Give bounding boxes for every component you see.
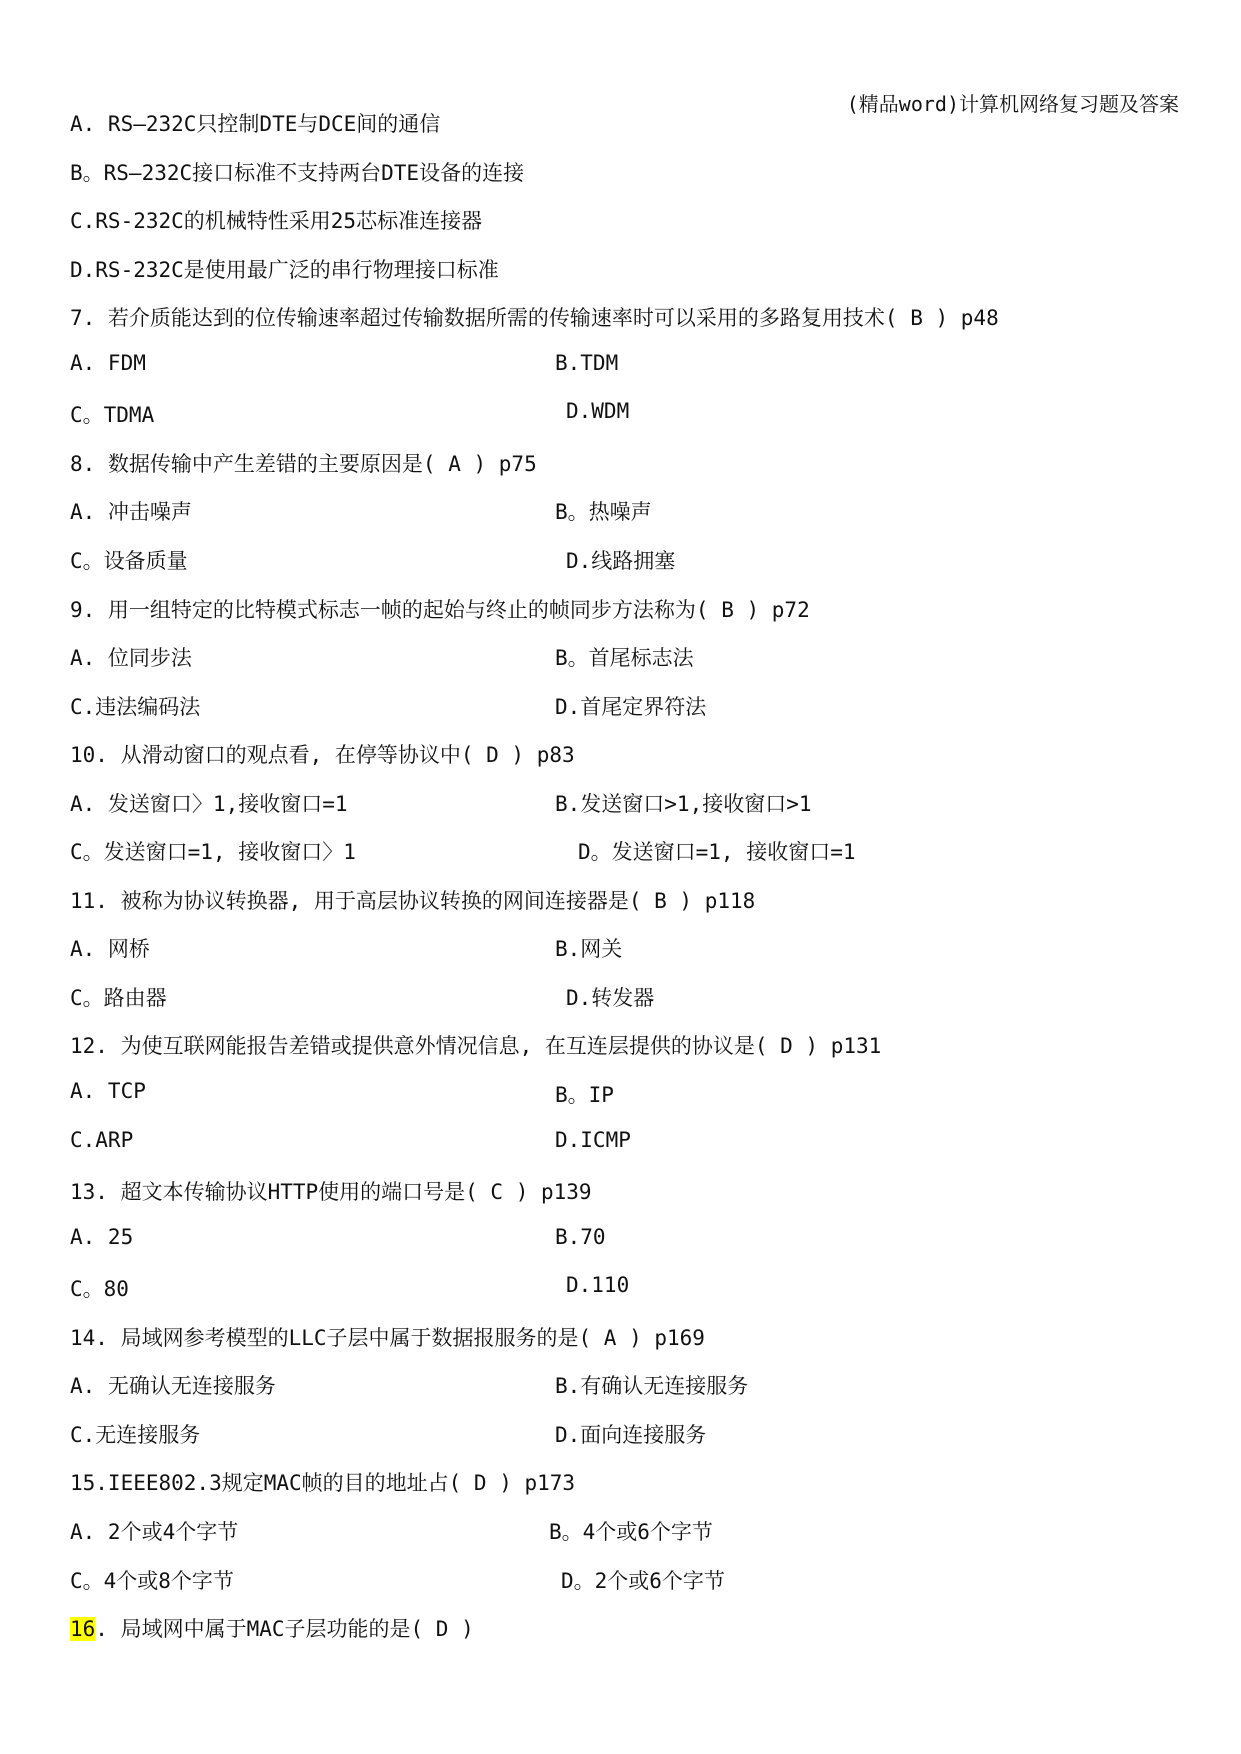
option-right: B.网关 (555, 937, 623, 962)
text-line (70, 1370, 276, 1400)
line-text: 8. 数据传输中产生差错的主要原因是( A ) p75 (70, 451, 537, 476)
text-line (70, 1225, 133, 1249)
line-text: B。RS—232C接口标准不支持两台DTE设备的连接 (70, 160, 525, 185)
line-text: A. TCP (70, 1079, 146, 1103)
option-right: B。热噪声 (555, 500, 652, 525)
line-text: C.违法编码法 (70, 694, 201, 719)
text-line (70, 933, 150, 963)
line-text: A. FDM (70, 350, 146, 375)
text-line (70, 1613, 474, 1643)
text-line (70, 788, 348, 818)
text-line (70, 1565, 234, 1595)
text-line (70, 1030, 881, 1060)
line-text: 7. 若介质能达到的位传输速率超过传输数据所需的传输速率时可以采用的多路复用技术( B ) p48 (70, 306, 999, 331)
option-right: D.线路拥塞 (566, 548, 676, 573)
line-text: C。TDMA (70, 403, 155, 428)
text-line (70, 1419, 200, 1449)
option-right: D.ICMP (555, 1127, 631, 1152)
text-line (70, 448, 537, 478)
text-line (70, 982, 167, 1012)
text-line (70, 496, 192, 526)
option-right: D.110 (566, 1273, 630, 1298)
option-right: D。2个或6个字节 (561, 1568, 725, 1593)
line-text: 10. 从滑动窗口的观点看, 在停等协议中( D ) p83 (70, 743, 575, 768)
line-text: C.ARP (70, 1127, 134, 1152)
option-right: B.发送窗口>1,接收窗口>1 (555, 791, 812, 816)
text-line (70, 885, 755, 915)
line-text: C。4个或8个字节 (70, 1568, 234, 1593)
line-text: 12. 为使互联网能报告差错或提供意外情况信息, 在互连层提供的协议是( D ) p131 (70, 1034, 882, 1059)
text-line (70, 642, 192, 672)
line-text: 13. 超文本传输协议HTTP使用的端口号是( C ) p139 (70, 1180, 592, 1205)
line-text: C。路由器 (70, 985, 167, 1010)
text-line (70, 1273, 129, 1303)
option-right: B。IP (555, 1083, 614, 1107)
option-right: D.首尾定界符法 (555, 694, 707, 719)
line-text: A. 2个或4个字节 (70, 1519, 239, 1544)
page-header: (精品word)计算机网络复习题及答案 (846, 92, 1179, 116)
text-line (70, 594, 810, 624)
line-text: A. 位同步法 (70, 646, 192, 671)
text-line (70, 739, 575, 769)
option-right: B。首尾标志法 (555, 646, 694, 671)
text-line (70, 545, 188, 575)
line-text: D.RS-232C是使用最广泛的串行物理接口标准 (70, 257, 499, 282)
line-text: C.无连接服务 (70, 1422, 201, 1447)
line-text: A. 网桥 (70, 937, 150, 962)
text-line (70, 1176, 592, 1206)
text-line (70, 836, 356, 866)
text-line (70, 1322, 705, 1352)
line-text: A. RS—232C只控制DTE与DCE间的通信 (70, 112, 441, 136)
line-text: C。发送窗口=1, 接收窗口〉1 (70, 840, 356, 865)
text-line (70, 254, 499, 284)
line-text: C。设备质量 (70, 548, 188, 573)
option-right: B.70 (555, 1224, 606, 1249)
text-line (70, 1467, 575, 1497)
text-line (70, 302, 999, 332)
text-line (70, 691, 200, 721)
line-text: . 局域网中属于MAC子层功能的是( D ) (95, 1617, 474, 1642)
line-text: C.RS-232C的机械特性采用25芯标准连接器 (70, 209, 483, 234)
line-text: 15.IEEE802.3规定MAC帧的目的地址占( D ) p173 (70, 1471, 576, 1496)
text-line (70, 1516, 238, 1546)
line-text: C。80 (70, 1277, 129, 1302)
option-right: D。发送窗口=1, 接收窗口=1 (578, 840, 856, 865)
option-right: D.WDM (566, 399, 630, 424)
line-text: A. 冲击噪声 (70, 500, 192, 525)
text-line (70, 1079, 146, 1103)
line-text: 9. 用一组特定的比特模式标志一帧的起始与终止的帧同步方法称为( B ) p72 (70, 597, 810, 622)
option-right: B.TDM (555, 350, 619, 375)
option-right: D.转发器 (566, 985, 655, 1010)
text-line (70, 399, 154, 429)
text-line (70, 351, 146, 375)
option-right: B。4个或6个字节 (549, 1519, 713, 1544)
text-line (70, 157, 524, 187)
line-text: 11. 被称为协议转换器, 用于高层协议转换的网间连接器是( B ) p118 (70, 888, 756, 913)
line-text: 14. 局域网参考模型的LLC子层中属于数据报服务的是( A ) p169 (70, 1325, 705, 1350)
text-line (70, 1128, 133, 1152)
line-text: A. 25 (70, 1224, 134, 1249)
highlighted-question-number: 16 (70, 1617, 96, 1642)
option-right: B.有确认无连接服务 (555, 1374, 749, 1399)
text-line (70, 205, 482, 235)
line-text: A. 发送窗口〉1,接收窗口=1 (70, 791, 348, 816)
line-text: A. 无确认无连接服务 (70, 1374, 276, 1399)
text-line (70, 108, 440, 138)
option-right: D.面向连接服务 (555, 1422, 707, 1447)
